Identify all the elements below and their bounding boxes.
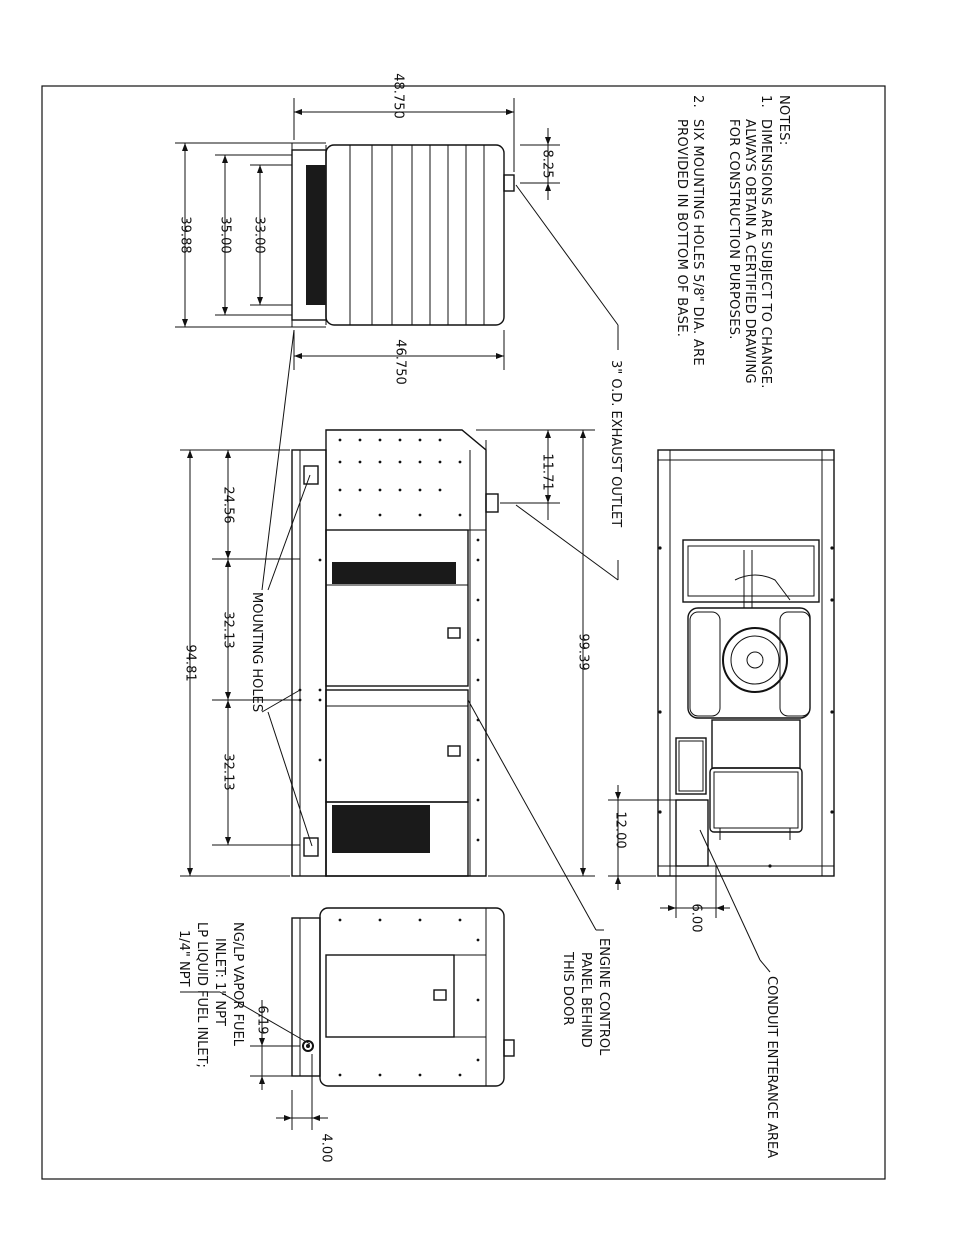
notes-heading: NOTES:: [776, 95, 791, 146]
dim-fuel-a: 6.19: [254, 1005, 270, 1035]
fuel-inlet-line-3: LP LIQUID FUEL INLET;: [194, 922, 209, 1068]
fuel-inlet-line-1: NG/LP VAPOR FUEL: [230, 922, 245, 1047]
engine-control-callout: [468, 700, 611, 1056]
dim-end-33: 33.00: [251, 216, 267, 254]
dim-conduit-b: 6.00: [688, 903, 704, 933]
engine-control-line-1: ENGINE CONTROL: [596, 938, 611, 1056]
dim-side-exhaust: 11.71: [539, 453, 555, 491]
note-1-line-2: ALWAYS OBTAIN A CERTIFIED DRAWING: [742, 119, 757, 384]
note-2-line-2: PROVIDED IN BOTTOM OF BASE.: [674, 119, 689, 338]
exhaust-callout: [516, 185, 623, 580]
dim-side-seg3: 32.13: [220, 753, 236, 791]
mounting-holes-label: MOUNTING HOLES: [249, 592, 264, 713]
dim-fuel-b: 4.00: [318, 1133, 334, 1163]
dim-end-35: 35.00: [217, 216, 233, 254]
note-1-number: 1.: [758, 95, 773, 109]
dim-end-width-bottom: 46.750: [392, 339, 408, 385]
mounting-holes-callout: [249, 330, 312, 846]
note-1-line-1: DIMENSIONS ARE SUBJECT TO CHANGE.: [758, 119, 773, 389]
dim-end-width-top: 48.750: [390, 73, 406, 119]
end-view: [175, 73, 560, 385]
conduit-label: CONDUIT ENTERANCE AREA: [764, 976, 779, 1159]
dim-side-base: 94.81: [182, 644, 198, 682]
note-2-number: 2.: [690, 95, 705, 109]
engine-control-line-2: PANEL BEHIND: [578, 952, 593, 1048]
front-view: [250, 908, 514, 1162]
exhaust-outlet-label: 3" O.D. EXHAUST OUTLET: [608, 360, 623, 528]
dim-end-39: 39.88: [177, 216, 193, 254]
dim-side-overall: 99.39: [575, 633, 591, 671]
dim-side-seg2: 32.13: [220, 611, 236, 649]
dim-conduit-a: 12.00: [612, 811, 628, 849]
engine-control-line-3: THIS DOOR: [560, 952, 575, 1026]
fuel-inlet-line-2: INLET: 1" NPT: [212, 938, 227, 1026]
fuel-inlet-line-4: 1/4" NPT: [176, 930, 191, 987]
notes-block: [674, 95, 791, 389]
side-view: [180, 430, 595, 876]
top-view: [658, 450, 834, 876]
note-1-line-3: FOR CONSTRUCTION PURPOSES.: [726, 119, 741, 340]
dim-side-seg1: 24.56: [220, 486, 236, 524]
note-2-line-1: SIX MOUNTING HOLES 5/8" DIA. ARE: [690, 119, 705, 366]
conduit-callout: [608, 785, 779, 1158]
dim-end-offset: 8.25: [539, 149, 555, 179]
